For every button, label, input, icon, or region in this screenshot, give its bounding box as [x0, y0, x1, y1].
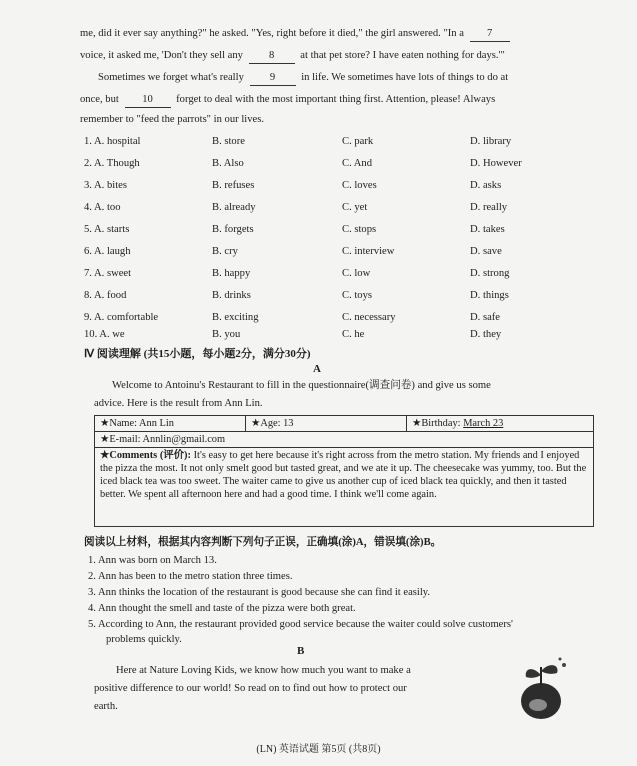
option-1d: D. library: [470, 136, 512, 147]
passage-a-intro-2: advice. Here is the result from Ann Lin.: [94, 398, 263, 409]
passage-text: Sometimes we forget what's really: [98, 72, 244, 83]
name-cell: ★Name: Ann Lin: [95, 416, 246, 432]
option-10c: C. he: [342, 329, 365, 340]
option-3d: D. asks: [470, 180, 502, 191]
passage-text: forget to deal with the most important thing first. Attention, please! Always: [176, 94, 496, 105]
birthday-value: March 23: [463, 418, 504, 429]
statement-5: 5. According to Ann, the restaurant provided good service because the waiter could solve customers': [88, 619, 513, 630]
blank-8: 8: [249, 49, 295, 64]
passage-b-line-2: positive difference to our world! So read on to find out how to protect our: [94, 683, 407, 694]
passage-line-3: [98, 71, 508, 86]
option-4b: B. already: [212, 202, 256, 213]
option-8c: C. toys: [342, 290, 373, 301]
option-5d: D. takes: [470, 224, 505, 235]
statement-3: 3. Ann thinks the location of the restaurant is good because she can find it easily.: [88, 587, 431, 598]
passage-text: at that pet store? I have eaten nothing for days.'": [300, 50, 505, 61]
option-10b: B. you: [212, 329, 241, 340]
option-4d: D. really: [470, 202, 508, 213]
option-2b: B. Also: [212, 158, 244, 169]
option-3c: C. loves: [342, 180, 377, 191]
passage-line-5: [80, 113, 264, 127]
judge-instruction: 阅读以上材料，根据其内容判断下列句子正误，正确填(涂)A，错误填(涂)B。: [84, 537, 442, 548]
option-6b: B. cry: [212, 246, 238, 257]
blank-10: 10: [125, 93, 171, 108]
option-1a: 1. A. hospital: [84, 136, 141, 147]
passage-a-label: A: [313, 363, 321, 375]
statement-1: 1. Ann was born on March 13.: [88, 555, 217, 566]
page-footer: (LN) 英语试题 第5页 (共8页): [256, 744, 381, 755]
option-10d: D. they: [470, 329, 502, 340]
passage-a-intro-1: Welcome to Antoinu's Restaurant to fill in the questionnaire(调查问卷) and give us some: [112, 380, 491, 391]
option-9d: D. safe: [470, 312, 501, 323]
option-3a: 3. A. bites: [84, 180, 127, 191]
passage-b-label: B: [297, 645, 305, 657]
comments-text: It's easy to get here because it's right across from the metro station. My friends and I enjoyed the pizza the most. It not only smelt good but tasted great, and we ate it up. The cheesecake was yummy, too. But the iced black tea was too sweet. The waiter came to give us another cup of iced black tea quickly, and then it tasted better. We spent all afternoon here and had a good time. I think we'll come again.: [100, 450, 587, 500]
passage-text: remember to "feed the parrots" in our lives.: [80, 114, 264, 125]
option-6d: D. save: [470, 246, 502, 257]
option-7a: 7. A. sweet: [84, 268, 132, 279]
option-2a: 2. A. Though: [84, 158, 140, 169]
passage-b-line-1: Here at Nature Loving Kids, we know how much you want to make a: [116, 665, 411, 676]
age-cell: ★Age: 13: [246, 416, 407, 432]
option-5a: 5. A. starts: [84, 224, 130, 235]
comments-cell: [95, 448, 594, 527]
option-8a: 8. A. food: [84, 290, 127, 301]
birthday-label: ★Birthday:: [412, 418, 461, 429]
option-3b: B. refuses: [212, 180, 255, 191]
option-5b: B. forgets: [212, 224, 254, 235]
option-2d: D. However: [470, 158, 522, 169]
earth-illustration: [512, 655, 570, 723]
section-title: Ⅳ 阅读理解 (共15小题，每小题2分，满分30分): [84, 348, 311, 360]
option-4c: C. yet: [342, 202, 368, 213]
option-7c: C. low: [342, 268, 371, 279]
option-6c: C. interview: [342, 246, 395, 257]
option-2c: C. And: [342, 158, 373, 169]
option-9b: B. exciting: [212, 312, 259, 323]
option-5c: C. stops: [342, 224, 377, 235]
option-9c: C. necessary: [342, 312, 396, 323]
comments-label: ★Comments (评价):: [100, 450, 191, 461]
option-8b: B. drinks: [212, 290, 251, 301]
passage-line-1: [80, 27, 513, 42]
passage-text: once, but: [80, 94, 119, 105]
option-10a: 10. A. we: [84, 329, 125, 340]
passage-b-line-3: earth.: [94, 701, 118, 712]
option-4a: 4. A. too: [84, 202, 121, 213]
passage-text: voice, it asked me, 'Don't they sell any: [80, 50, 243, 61]
option-1b: B. store: [212, 136, 245, 147]
passage-line-4: [80, 93, 495, 108]
passage-text: in life. We sometimes have lots of things to do at: [301, 72, 509, 83]
blank-7: 7: [470, 27, 510, 42]
option-8d: D. things: [470, 290, 509, 301]
statement-4: 4. Ann thought the smell and taste of the pizza were both great.: [88, 603, 356, 614]
passage-line-2: [80, 49, 505, 64]
statement-2: 2. Ann has been to the metro station three times.: [88, 571, 293, 582]
statement-5-cont: problems quickly.: [106, 634, 182, 645]
blank-9: 9: [250, 71, 296, 86]
option-9a: 9. A. comfortable: [84, 312, 159, 323]
birthday-cell: [407, 416, 594, 432]
email-cell: ★E-mail: Annlin@gmail.com: [95, 432, 594, 448]
option-7b: B. happy: [212, 268, 251, 279]
questionnaire-table: [94, 415, 594, 527]
option-7d: D. strong: [470, 268, 510, 279]
option-1c: C. park: [342, 136, 374, 147]
option-6a: 6. A. laugh: [84, 246, 131, 257]
passage-text: me, did it ever say anything?" he asked. "Yes, right before it died," the girl answered. "In a: [80, 28, 464, 39]
